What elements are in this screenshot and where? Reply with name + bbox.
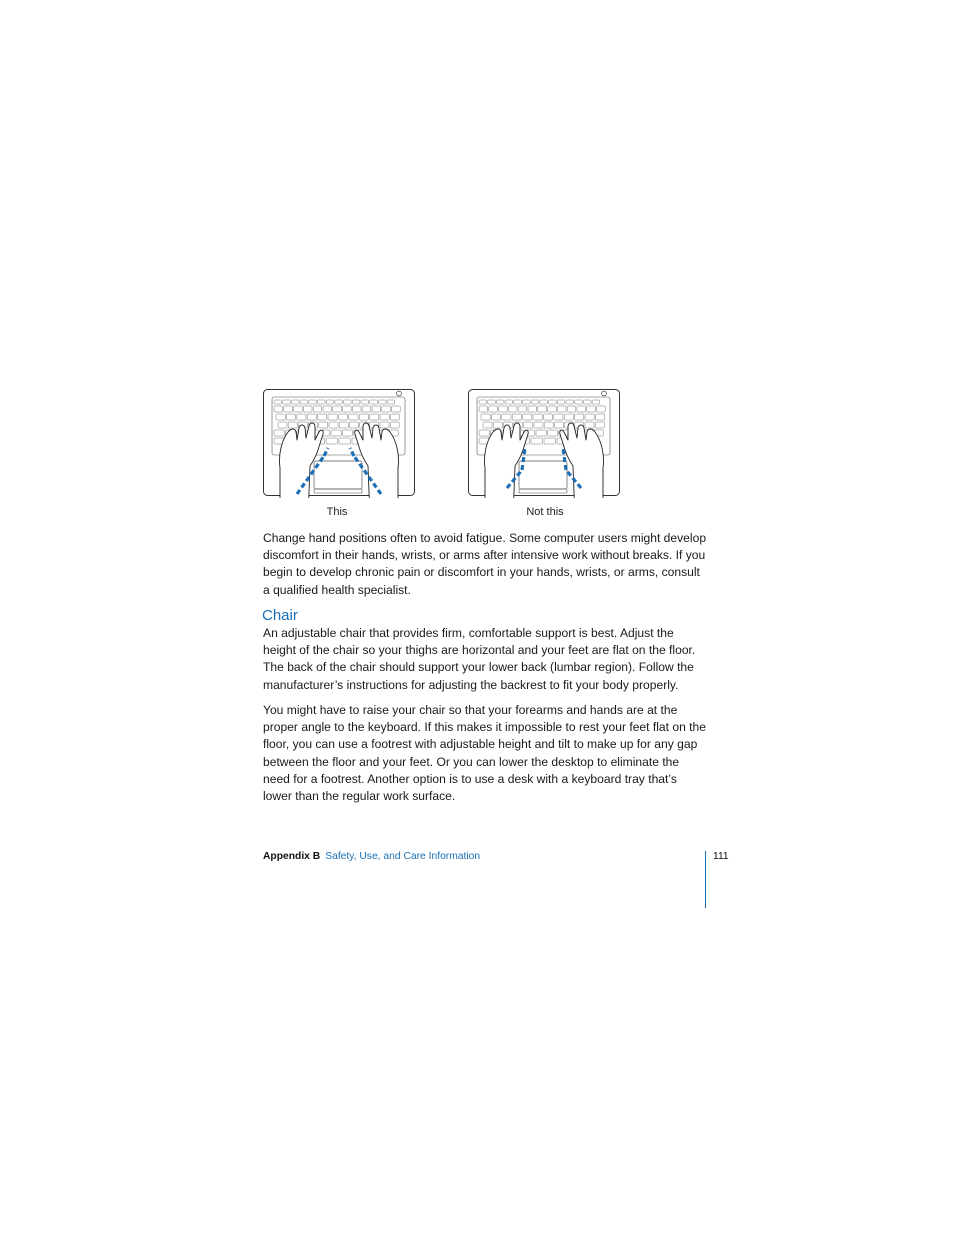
keyboard-hands-correct-illustration [262,388,416,498]
footer-divider [705,851,706,908]
laptop-keyboard-correct-icon [262,388,416,498]
chair-paragraph-2: You might have to raise your chair so that your forearms and hands are at the proper angle to the keyboard. If this makes it impossible to rest your feet flat on the floor, you can use a footrest with adjustable height and tilt to make up for any gap between the floor and your feet. Or you can lower the desktop to eliminate the need for a footrest. Another option is to use a desk with a keyboard tray that’s lower than the regular work surface. [263,703,706,804]
keyboard-hands-incorrect-illustration [467,388,621,498]
page-footer [263,850,480,864]
section-heading-chair: Chair [262,607,298,624]
footer-appendix-label: Appendix B [263,851,321,862]
figure-caption-incorrect: Not this [526,506,564,518]
figure-caption-correct: This [326,506,348,518]
page-number: 111 [713,851,729,862]
intro-paragraph: Change hand positions often to avoid fatigue. Some computer users might develop discomfort in their hands, wrists, or arms after intensive work without breaks. If you begin to develop chronic pain or discomfort in your hands, wrists, or arms, consult a qualified health specialist. [263,531,707,597]
laptop-keyboard-incorrect-icon [467,388,621,498]
chair-paragraph-1: An adjustable chair that provides firm, comfortable support is best. Adjust the height of the chair so your thighs are horizontal and your feet are flat on the floor. The back of the chair should support your lower back (lumbar region). Follow the manufacturer’s instructions for adjusting the backrest to fit your body properly. [263,626,696,692]
footer-section-title: Safety, Use, and Care Information [325,851,481,862]
